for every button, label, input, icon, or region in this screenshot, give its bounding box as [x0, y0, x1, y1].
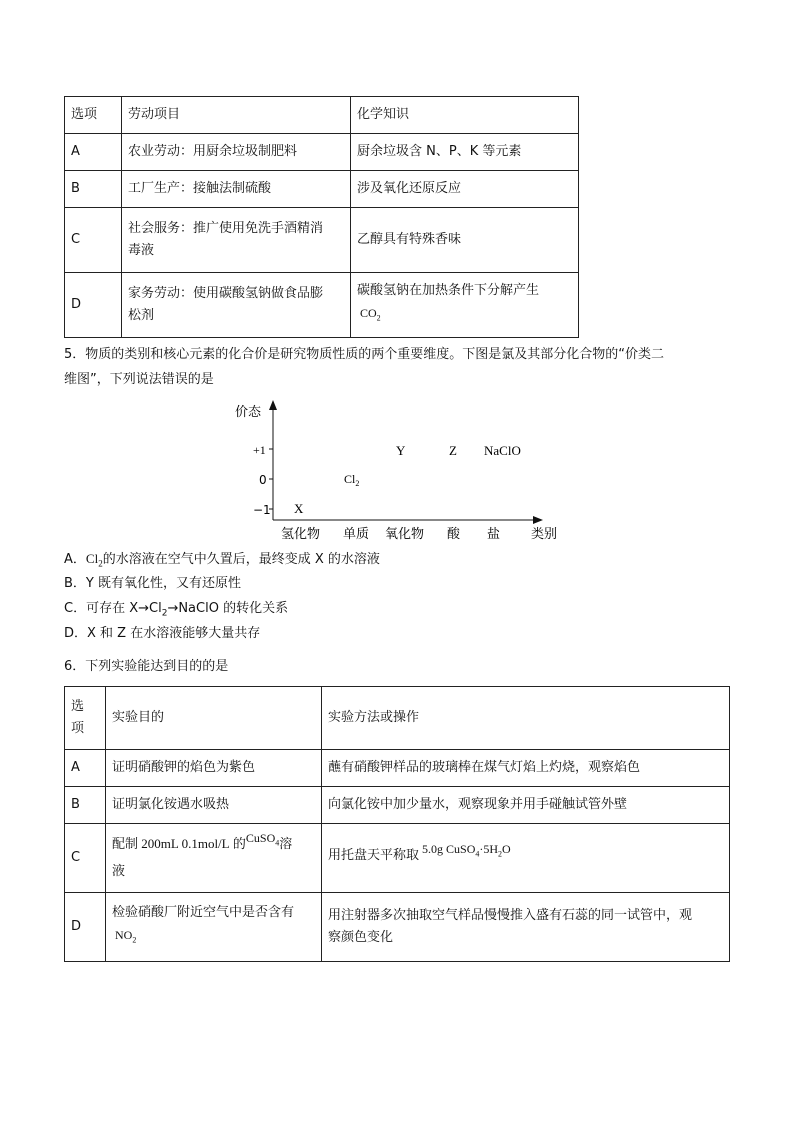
- x-tick-oxide: 氧化物: [385, 527, 425, 542]
- table-row: [65, 787, 730, 824]
- header-purpose: 实验目的: [106, 687, 322, 750]
- row-knowledge: 涉及氧化还原反应: [351, 171, 579, 208]
- q6-stem: 6．下列实验能达到目的的是: [64, 659, 229, 674]
- row-purpose: [106, 893, 322, 962]
- y-tick-label-0: 0: [259, 473, 267, 487]
- cuso4-sub: 4: [275, 838, 280, 848]
- row-method: 蘸有硝酸钾样品的玻璃棒在煤气灯焰上灼烧，观察焰色: [322, 750, 730, 787]
- q5-option-a: [64, 548, 380, 575]
- experiment-table: [64, 686, 730, 962]
- x-tick-hydride: 氢化物: [281, 527, 321, 542]
- point-y: Y: [396, 443, 406, 458]
- table-header-row: [65, 97, 579, 134]
- q5-option-d: D．X 和 Z 在水溶液能够大量共存: [64, 626, 261, 641]
- row-option: B: [65, 171, 122, 208]
- point-z: Z: [449, 443, 457, 458]
- co2-formula: [357, 306, 381, 323]
- co2-subscript: 2: [376, 313, 381, 323]
- row-knowledge: 厨余垃圾含 N、P、K 等元素: [351, 134, 579, 171]
- row-method: [322, 824, 730, 893]
- option-a-sub: 2: [98, 558, 103, 569]
- option-c-text: →NaClO 的转化关系: [167, 601, 289, 616]
- no2-formula: [112, 928, 137, 945]
- x-tick-element: 单质: [343, 527, 370, 542]
- cuso4-hydrate-formula: [419, 842, 511, 859]
- table-row: [65, 750, 730, 787]
- table-row: [65, 208, 579, 273]
- row-project: 工厂生产：接触法制硫酸: [122, 171, 351, 208]
- table-row: [65, 893, 730, 962]
- option-a-text: 的水溶液在空气中久置后，最终变成 X 的水溶液: [102, 552, 380, 567]
- hydrate-sub2: 2: [498, 849, 503, 859]
- y-axis-label: 价态: [235, 405, 262, 420]
- row-knowledge: [351, 273, 579, 338]
- row-purpose: 证明硝酸钾的焰色为紫色: [106, 750, 322, 787]
- x-axis-arrow: [533, 516, 543, 524]
- row-option: D: [65, 893, 106, 962]
- point-cl2: $Cl_2$: [344, 472, 360, 488]
- y-axis-arrow: [269, 400, 277, 410]
- valence-category-chart: [225, 396, 570, 546]
- project-line2: 毒液: [128, 243, 155, 258]
- header-option: 选项: [65, 97, 122, 134]
- x-axis-label: 类别: [531, 527, 558, 542]
- row-option: C: [65, 824, 106, 893]
- table-header-row: [65, 687, 730, 750]
- q5-option-b: B．Y 既有氧化性，又有还原性: [64, 576, 241, 591]
- table-row: [65, 273, 579, 338]
- purpose-suffix: 溶: [279, 837, 293, 853]
- point-x: X: [294, 501, 304, 516]
- purpose-prefix: 配制: [112, 837, 139, 853]
- method-line2: 察颜色变化: [328, 930, 394, 945]
- co2-base: CO: [360, 306, 377, 321]
- x-tick-salt: 盐: [487, 527, 501, 542]
- row-project: [122, 273, 351, 338]
- option-c-sub: 2: [161, 608, 168, 619]
- purpose-de: 的: [232, 837, 246, 853]
- row-option: D: [65, 273, 122, 338]
- project-line1: 社会服务：推广使用免洗手酒精消: [128, 221, 324, 236]
- option-a-prefix: A．: [64, 552, 86, 567]
- cuso4-formula: [245, 831, 280, 848]
- row-option: A: [65, 750, 106, 787]
- hydrate-sub1: 4: [475, 849, 480, 859]
- point-naclo: NaClO: [484, 443, 521, 458]
- purpose-line2: 液: [112, 863, 126, 879]
- row-project: 农业劳动：用厨余垃圾制肥料: [122, 134, 351, 171]
- table-row: [65, 134, 579, 171]
- purpose-line1: 检验硝酸厂附近空气中是否含有: [112, 905, 295, 921]
- row-project: [122, 208, 351, 273]
- hydrate-water: ·5H: [479, 842, 499, 857]
- header-option: [65, 687, 106, 750]
- no2-base: NO: [115, 928, 133, 943]
- header-option-line2: 项: [71, 721, 85, 736]
- row-option: B: [65, 787, 106, 824]
- header-option-line1: 选: [71, 699, 85, 714]
- labor-knowledge-table: [64, 96, 579, 338]
- row-method: 向氯化铵中加少量水，观察现象并用手碰触试管外壁: [322, 787, 730, 824]
- purpose-amount: 200mL 0.1mol/L: [141, 836, 230, 852]
- row-knowledge: 乙醇具有特殊香味: [351, 208, 579, 273]
- header-project: 劳动项目: [122, 97, 351, 134]
- row-option: A: [65, 134, 122, 171]
- q5-option-c: [64, 598, 288, 625]
- project-line1: 家务劳动：使用碳酸氢钠做食品膨: [128, 286, 324, 301]
- cuso4-base: CuSO: [245, 831, 276, 846]
- row-purpose: 证明氯化铵遇水吸热: [106, 787, 322, 824]
- hydrate-base: 5.0g CuSO: [422, 842, 476, 857]
- q5-stem-line2: 维图”，下列说法错误的是: [64, 372, 214, 387]
- option-c-prefix: C．可存在 X→Cl: [64, 601, 162, 616]
- header-method: 实验方法或操作: [322, 687, 730, 750]
- project-line2: 松剂: [128, 308, 155, 323]
- row-method: [322, 893, 730, 962]
- method-prefix: 用托盘天平称取: [328, 848, 420, 864]
- table-row: [65, 171, 579, 208]
- option-a-cl: Cl: [85, 551, 99, 566]
- knowledge-line1: 碳酸氢钠在加热条件下分解产生: [357, 283, 540, 299]
- y-tick-label-minus1: −1: [253, 503, 271, 517]
- method-line1: 用注射器多次抽取空气样品慢慢推入盛有石蕊的同一试管中，观: [328, 908, 693, 923]
- q5-stem-line1: 5．物质的类别和核心元素的化合价是研究物质性质的两个重要维度。下图是氯及其部分化合物的“价类二: [64, 347, 665, 362]
- no2-sub: 2: [132, 935, 137, 945]
- hydrate-end: O: [502, 842, 511, 857]
- header-knowledge: 化学知识: [351, 97, 579, 134]
- table-row: [65, 824, 730, 893]
- row-purpose: [106, 824, 322, 893]
- row-option: C: [65, 208, 122, 273]
- x-tick-acid: 酸: [447, 527, 461, 542]
- y-tick-label-plus1: +1: [253, 443, 266, 457]
